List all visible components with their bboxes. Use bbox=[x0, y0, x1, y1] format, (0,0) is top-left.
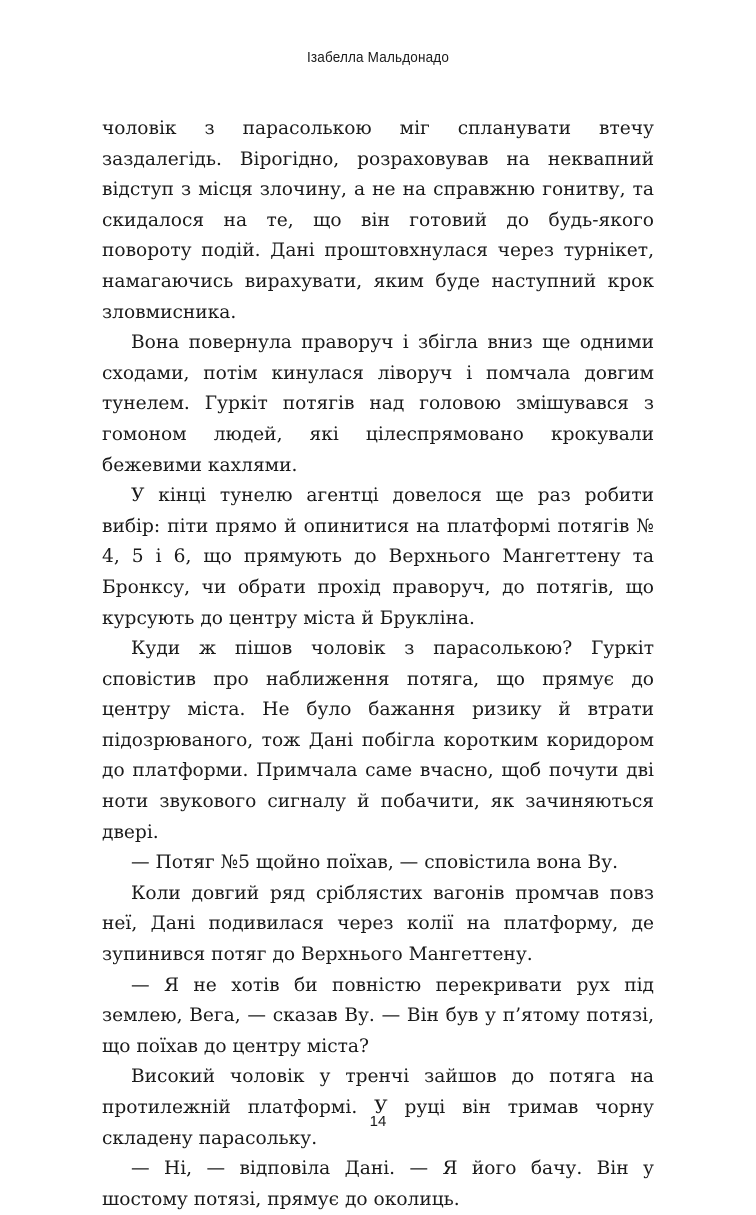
paragraph-dialogue: — Я не хотів би повністю перекривати рух під землею, Вега, — сказав Ву. — Він був у п’ятому потязі, що поїхав до центру міста? bbox=[102, 974, 654, 1057]
paragraph-dialogue: — Ні, — відповіла Дані. — Я його бачу. Він у шостому потязі, прямує до околиць. bbox=[102, 1158, 654, 1210]
page-number: 14 bbox=[369, 1113, 387, 1130]
paragraph-dialogue: — Потяг №5 щойно поїхав, — сповістила вона Ву. bbox=[131, 852, 619, 874]
paragraph: Вона повернула праворуч і збігла вниз ще одними сходами, потім кинулася ліворуч і помчала довгим тунелем. Гуркіт потягів над головою змішувався з гомоном людей, які цілеспрямовано крокували бежевими кахлями. bbox=[102, 332, 654, 476]
paragraph: Коли довгий ряд сріблястих вагонів промчав повз неї, Дані подивилася через колії на платформу, де зупинився потяг до Верхнього Мангеттену. bbox=[102, 882, 654, 966]
running-head-author: Ізабелла Мальдонадо bbox=[306, 49, 450, 66]
paragraph: Куди ж пішов чоловік з парасолькою? Гуркіт сповістив про наближення потяга, що прямує до центру міста. Не було бажання ризику й втрати підозрюваного, тож Дані побігла коротким коридором до платформи. Примчала саме вчасно, щоб почути дві ноти звукового сигналу й побачити, як зачиняються двері. bbox=[102, 638, 654, 843]
paragraph: чоловік з парасолькою міг спланувати втечу заздалегідь. Вірогідно, розраховував на неквапний відступ з місця злочину, а не на справжню гонитву, та скидалося на те, що він готовий до будь-якого повороту подій. Дані проштовхнулася через турнікет, намагаючись вирахувати, яким буде наступний крок зловмисника. bbox=[102, 118, 654, 323]
paragraph: У кінці тунелю агентці довелося ще раз робити вибір: піти прямо й опинитися на платформі потягів № 4, 5 і 6, що прямують до Верхнього Мангеттену та Бронксу, чи обрати прохід праворуч, до потягів, що курсують до центру міста й Брукліна. bbox=[102, 485, 654, 629]
paragraph: Високий чоловік у тренчі зайшов до потяга на протилежній платформі. У руці він тримав чорну складену парасольку. bbox=[102, 1066, 654, 1149]
page-body bbox=[102, 114, 654, 1215]
